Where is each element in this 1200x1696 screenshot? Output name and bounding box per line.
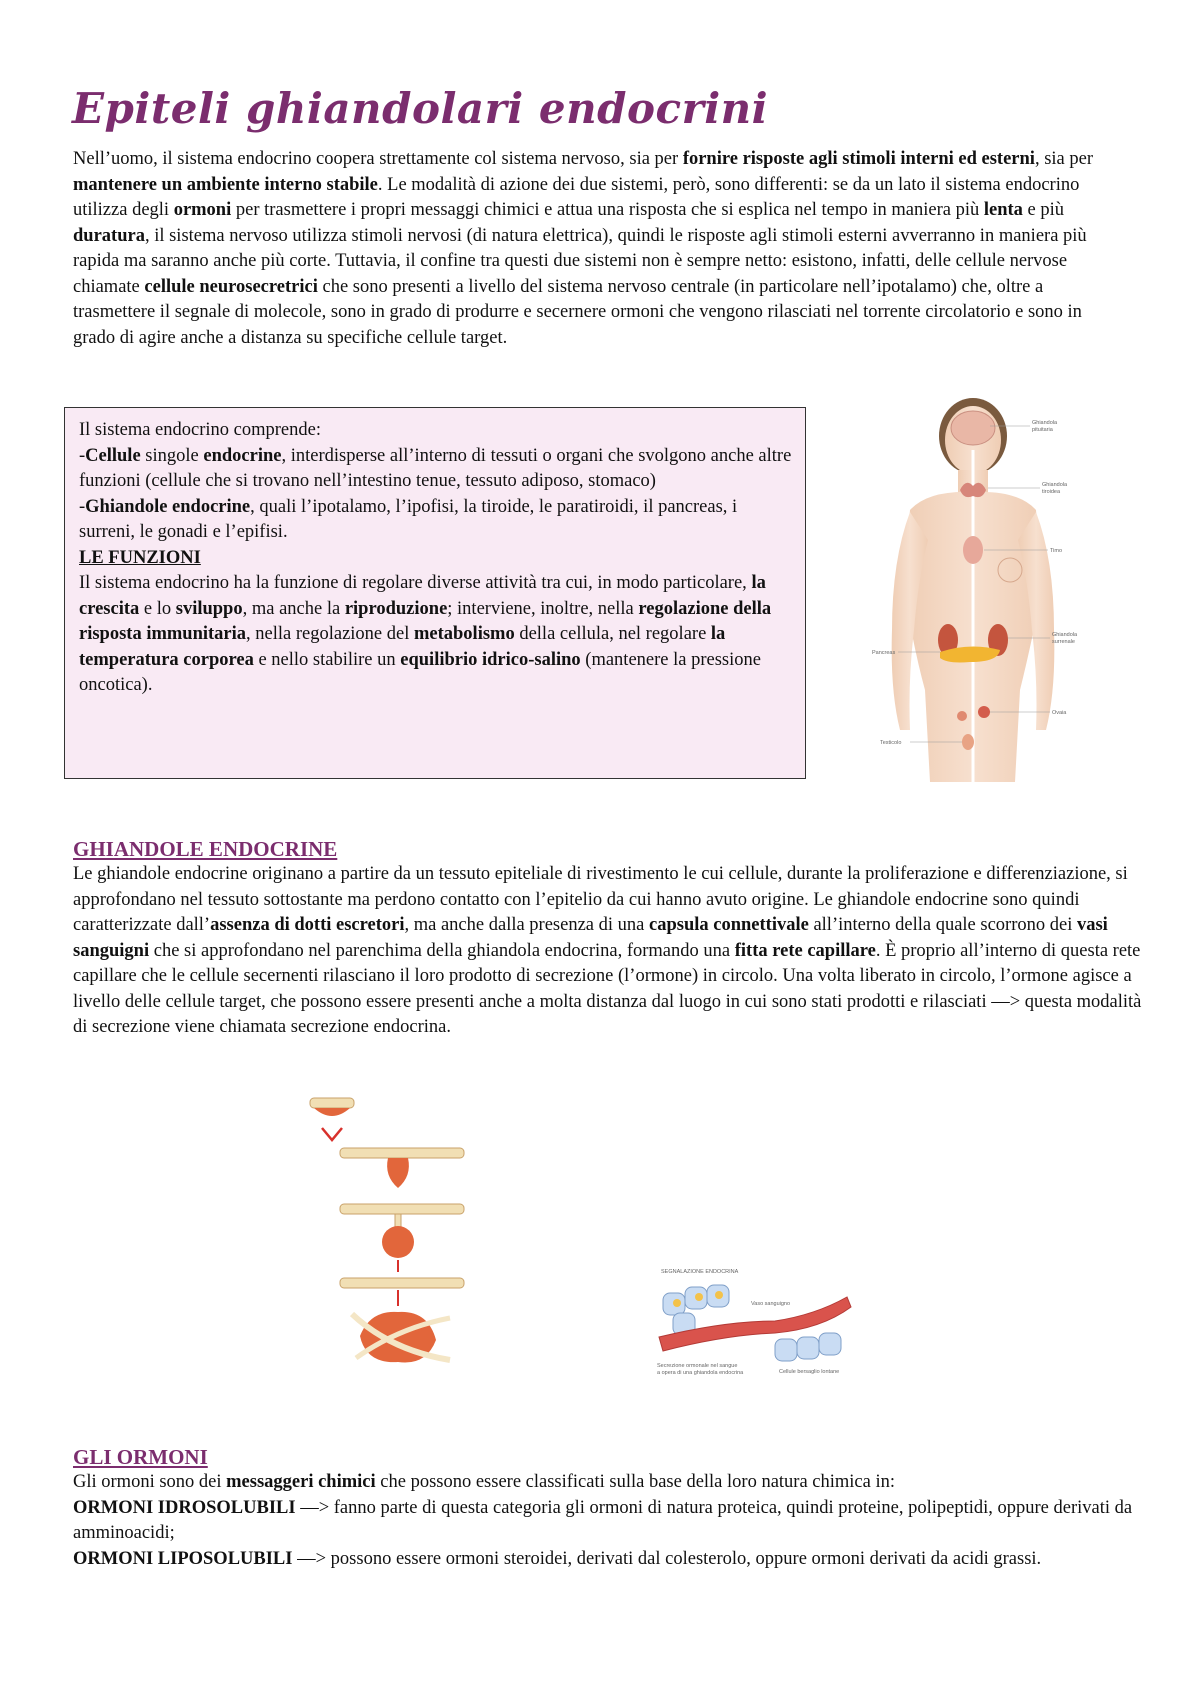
bold-term: cellule neurosecretrici bbox=[144, 276, 318, 297]
gland-bud-shape bbox=[314, 1108, 350, 1116]
target-cell-shape bbox=[775, 1339, 797, 1361]
intro-paragraph: Nell’uomo, il sistema endocrino coopera strettamente col sistema nervoso, sia per fornire risposte agli stimoli interni ed esterni, sia per mantenere un ambiente interno stabile. Le modalità di azione dei due sistemi, però, sono differenti: se da un lato il sistema endocrino utilizza degli ormoni per trasmettere i propri messaggi chimici e attua una risposta che si esplica nel tempo in maniera più lenta e più duratura, il sistema nervoso utilizza stimoli nervosi (di natura elettrica), quindi le risposte agli stimoli esterni avverranno in maniera più rapida ma saranno anche più corte. Tuttavia, il confine tra questi due sistemi non è sempre netto: esistono, infatti, delle cellule nervose chiamate cellule neurosecretrici che sono presenti a livello del sistema nervoso centrale (in particolare nell’ipotalamo) che, oltre a trasmettere il segnale di molecole, sono in grado di produrre e secernere ormoni che vengono rilasciati nel torrente circolatorio e sono in grado di agire anche a distanza su specifiche cellule target. bbox=[73, 149, 1094, 348]
ovary-shape-left bbox=[957, 711, 967, 721]
page-title: Epiteli ghiandolari endocrini bbox=[72, 84, 769, 133]
stalk-shape bbox=[395, 1214, 401, 1228]
hormone-dot bbox=[695, 1293, 703, 1301]
label-pancreas: Pancreas bbox=[872, 650, 896, 656]
hormone-dot bbox=[715, 1291, 723, 1299]
label-secretion-2: a opera di una ghiandola endocrina bbox=[657, 1370, 744, 1376]
signal-figure-heading: SEGNALAZIONE ENDOCRINA bbox=[661, 1269, 739, 1275]
bold-term: duratura bbox=[73, 225, 145, 246]
bold-term: ORMONI LIPOSOLUBILI bbox=[73, 1548, 293, 1569]
gland-body-shape bbox=[382, 1226, 414, 1258]
label-testis: Testicolo bbox=[880, 740, 902, 746]
section-heading-ormoni: GLI ORMONI bbox=[73, 1445, 208, 1469]
box-item-glands: -Ghiandole endocrine, quali l’ipotalamo, l’ipofisi, la tiroide, le paratiroidi, il pancreas, i surreni, le gonadi e l’epifisi. bbox=[79, 496, 738, 542]
box-intro-line: Il sistema endocrino comprende: bbox=[79, 420, 321, 440]
label-pituitary-2: pituitaria bbox=[1032, 427, 1053, 433]
epithelium-strip bbox=[340, 1278, 464, 1288]
bold-term: mantenere un ambiente interno stabile bbox=[73, 174, 378, 195]
hormone-dot bbox=[673, 1299, 681, 1307]
target-cell-shape bbox=[797, 1337, 819, 1359]
bold-term: equilibrio idrico-salino bbox=[400, 649, 581, 670]
functions-paragraph: Il sistema endocrino ha la funzione di regolare diverse attività tra cui, in modo particolare, la crescita e lo sviluppo, ma anche la riproduzione; interviene, inoltre, nella regolazione della risposta immunitaria, nella regolazione del metabolismo della cellula, nel regolare la temperatura corporea e nello stabilire un equilibrio idrico-salino (mantenere la pressione oncotica). bbox=[79, 573, 772, 695]
label-thymus: Timo bbox=[1050, 548, 1063, 554]
bold-term: ORMONI IDROSOLUBILI bbox=[73, 1497, 296, 1518]
endocrine-system-box bbox=[64, 407, 806, 779]
gland-bud-shape bbox=[387, 1158, 409, 1188]
label-secretion-1: Secrezione ormonale nel sangue bbox=[657, 1363, 738, 1369]
bold-term: ormoni bbox=[173, 200, 232, 220]
label-ovary: Ovaia bbox=[1052, 710, 1067, 716]
section-heading-ghiandole: GHIANDOLE ENDOCRINE bbox=[73, 837, 338, 861]
label-pituitary-1: Ghiandola bbox=[1032, 420, 1058, 426]
ovary-shape bbox=[978, 706, 990, 718]
label-target: Cellule bersaglio lontane bbox=[779, 1369, 840, 1375]
bold-term: endocrine bbox=[203, 445, 282, 466]
bold-term: regolazione della risposta immunitaria bbox=[79, 598, 772, 644]
brain-shape bbox=[951, 411, 995, 445]
bold-term: assenza di dotti escretori bbox=[210, 915, 405, 935]
gland-development-figure bbox=[300, 1090, 470, 1378]
ghiandole-paragraph: Le ghiandole endocrine originano a partire da un tessuto epiteliale di rivestimento le cui cellule, durante la proliferazione e differenziazione, si approfondano nel tessuto sottostante ma perdono contatto con l’epitelio da cui hanno avuto origine. Le ghiandole endocrine sono quindi caratterizzate dall’assenza di dotti escretori, ma anche dalla presenza di una capsula connettivale all’interno della quale scorrono dei vasi sanguigni che si approfondano nel parenchima della ghiandola endocrina, formando una fitta rete capillare. È proprio all’interno di questa rete capillare che le cellule secernenti rilasciano il loro prodotto di secrezione (l’ormone) in circolo. Una volta liberato in circolo, l’ormone agisce a livello delle cellule target, che possono essere presenti anche a molta distanza dal luogo in cui sono stati prodotti e rilasciati —> questa modalità di secrezione viene chiamata secrezione endocrina. bbox=[73, 864, 1142, 1037]
bold-term: metabolismo bbox=[413, 624, 515, 644]
bold-term: Cellule bbox=[85, 445, 141, 466]
label-adrenal-2: surrenale bbox=[1052, 639, 1075, 645]
epithelium-strip bbox=[340, 1148, 464, 1158]
bold-term: fornire risposte agli stimoli interni ed esterni bbox=[682, 149, 1035, 169]
epithelium-strip bbox=[310, 1098, 354, 1108]
bold-term: riproduzione bbox=[344, 598, 448, 619]
label-thyroid-1: Ghiandola bbox=[1042, 482, 1068, 488]
bold-term: lenta bbox=[983, 200, 1023, 220]
label-adrenal-1: Ghiandola bbox=[1052, 632, 1078, 638]
endocrine-body-figure bbox=[870, 390, 1100, 782]
target-cell-shape bbox=[819, 1333, 841, 1355]
epithelium-strip bbox=[340, 1204, 464, 1214]
bold-term: capsula connettivale bbox=[649, 915, 809, 935]
bold-term: Ghiandole endocrine bbox=[85, 496, 251, 517]
testis-shape bbox=[962, 734, 974, 750]
label-vessel: Vaso sanguigno bbox=[751, 1301, 791, 1307]
thymus-shape bbox=[963, 536, 983, 564]
bold-term: la crescita bbox=[79, 573, 766, 619]
functions-heading: LE FUNZIONI bbox=[79, 547, 201, 568]
box-item-single-cells: -Cellule singole endocrine, interdisperse all’interno di tessuti o organi che svolgono anche altre funzioni (cellule che si trovano nell’intestino tenue, tessuto adiposo, stomaco) bbox=[79, 445, 792, 491]
bold-term: fitta rete capillare bbox=[734, 940, 876, 961]
bold-term: sviluppo bbox=[175, 598, 243, 619]
bold-term: messaggeri chimici bbox=[226, 1472, 376, 1492]
endocrine-signaling-figure bbox=[655, 1265, 855, 1390]
split-arrow-icon bbox=[322, 1128, 342, 1140]
bold-term: la temperatura corporea bbox=[79, 624, 726, 670]
label-thyroid-2: tiroidea bbox=[1042, 489, 1061, 495]
ormoni-paragraph: Gli ormoni sono dei messaggeri chimici che possono essere classificati sulla base della loro natura chimica in: ORMONI IDROSOLUBILI —> fanno parte di questa categoria gli ormoni di natura proteica, quindi proteine, polipeptidi, oppure derivati da amminoacidi; ORMONI LIPOSOLUBILI —> possono essere ormoni steroidei, derivati dal colesterolo, oppure ormoni derivati da acidi grassi. bbox=[73, 1472, 1133, 1569]
bold-term: vasi sanguigni bbox=[73, 915, 1108, 961]
